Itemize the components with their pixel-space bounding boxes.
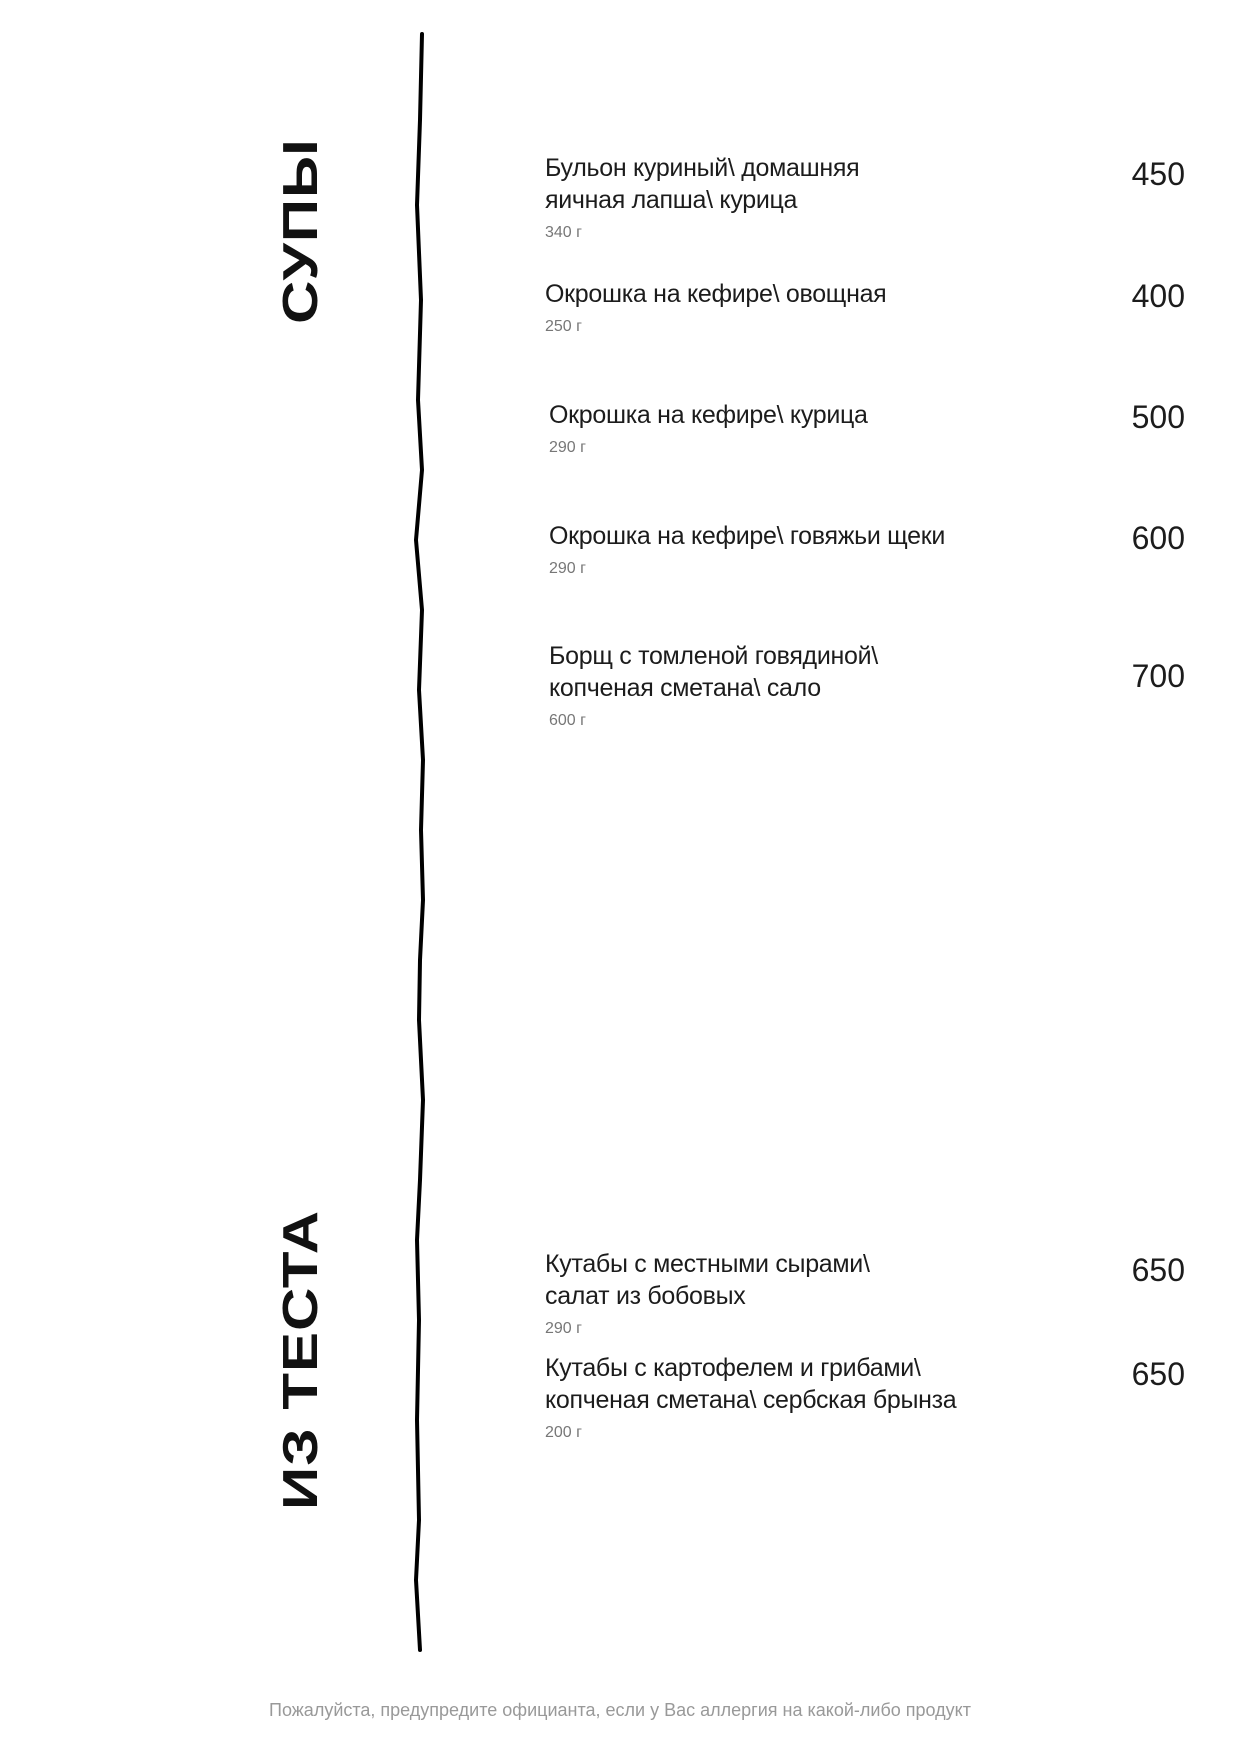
item-weight: 290 г xyxy=(549,560,586,577)
item-weight: 340 г xyxy=(545,224,582,241)
item-name: Окрошка на кефире\ говяжьи щеки xyxy=(549,522,946,550)
item-weight: 290 г xyxy=(545,1320,582,1337)
item-price: 450 xyxy=(1131,156,1185,192)
menu-item xyxy=(549,520,1189,578)
menu-item xyxy=(545,152,1185,242)
section-title-soups: СУПЫ xyxy=(272,138,328,324)
menu-item xyxy=(545,1248,1185,1338)
item-name: Окрошка на кефире\ курица xyxy=(549,401,868,429)
item-name: Кутабы с картофелем и грибами\ копченая сметана\ сербская брынза xyxy=(545,1354,957,1414)
item-name: Бульон куриный\ домашняя яичная лапша\ курица xyxy=(545,154,860,214)
allergy-notice: Пожалуйста, предупредите официанта, если у Вас аллергия на какой-либо продукт xyxy=(269,1700,971,1720)
item-price: 500 xyxy=(1131,399,1185,435)
item-weight: 200 г xyxy=(545,1424,582,1441)
item-price: 600 xyxy=(1131,520,1185,556)
item-name: Окрошка на кефире\ овощная xyxy=(545,280,887,308)
item-price: 650 xyxy=(1131,1356,1185,1392)
menu-item xyxy=(549,399,1189,457)
item-weight: 290 г xyxy=(549,439,586,456)
item-weight: 600 г xyxy=(549,712,586,729)
item-price: 400 xyxy=(1131,278,1185,314)
menu-item xyxy=(549,640,1189,730)
menu-item xyxy=(545,278,1185,336)
item-weight: 250 г xyxy=(545,318,582,335)
item-name: Борщ с томленой говядиной\ копченая сметана\ сало xyxy=(549,642,878,702)
item-name: Кутабы с местными сырами\ салат из бобовых xyxy=(545,1250,870,1310)
item-price: 650 xyxy=(1131,1252,1185,1288)
item-price: 700 xyxy=(1131,658,1185,694)
section-title-dough: ИЗ ТЕСТА xyxy=(272,1209,328,1510)
menu-item xyxy=(545,1352,1185,1442)
